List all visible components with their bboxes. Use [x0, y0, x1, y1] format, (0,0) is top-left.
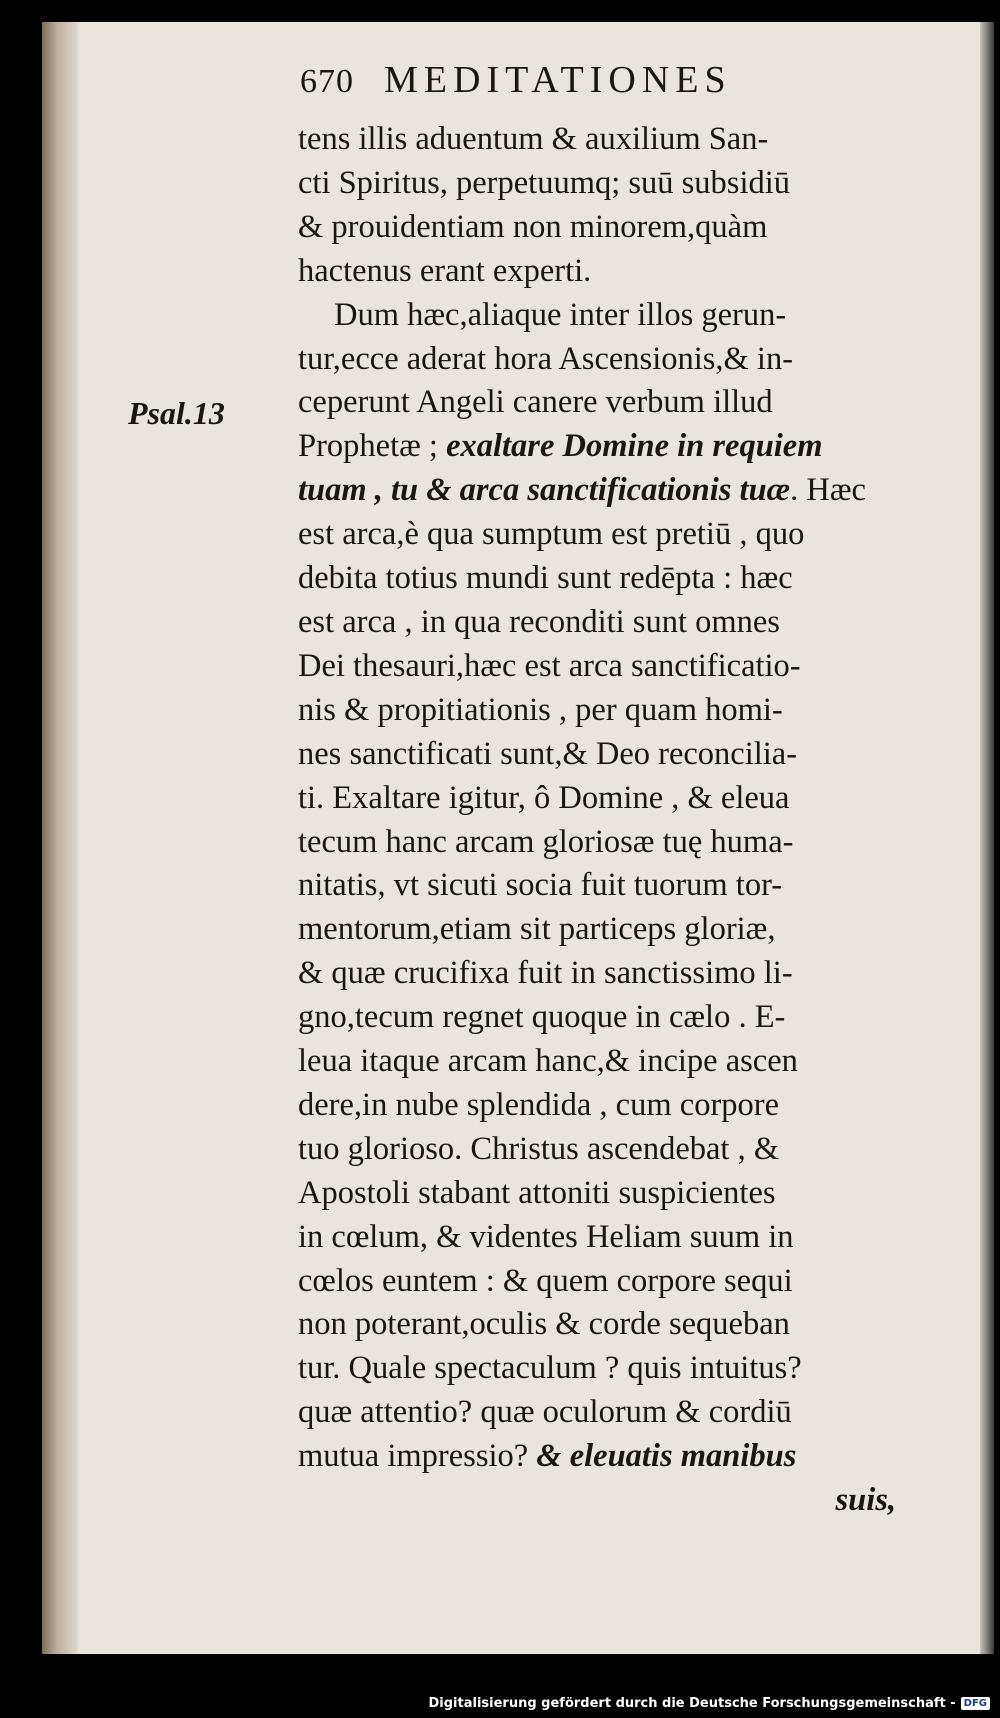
text-line: debita totius mundi sunt redēpta : hæc — [298, 560, 793, 597]
text-line: tens illis aduentum & auxilium San- — [298, 121, 769, 157]
digitization-credit — [429, 1696, 991, 1711]
quote-fragment: & eleuatis manibus — [536, 1438, 797, 1475]
text-line: Dum hæc,aliaque inter illos gerun- — [334, 296, 787, 333]
text-line: dere,in nube splendida , cum corpore — [298, 1086, 780, 1123]
catchword: suis, — [835, 1482, 896, 1519]
page-edge-shadow — [980, 22, 994, 1654]
margin-note: Psal.13 — [128, 395, 225, 431]
text-line: cœlos euntem : & quem corpore sequi — [298, 1262, 793, 1299]
text-line: non poterant,oculis & corde sequeban — [298, 1306, 790, 1343]
text-line: mentorum,etiam sit particeps gloriæ, — [298, 911, 776, 948]
text-line: tuo glorioso. Christus ascendebat , & — [298, 1130, 780, 1167]
text-line: tur. Quale spectaculum ? quis intuitus? — [298, 1350, 802, 1387]
text-line: nis & propitiationis , per quam homi- — [298, 691, 783, 728]
text-line: leua itaque arcam hanc,& incipe ascen — [298, 1043, 798, 1080]
text-line: & quæ crucifixa fuit in sanctissimo li- — [298, 955, 793, 992]
dfg-logo: DFG — [961, 1697, 990, 1710]
credit-text: Digitalisierung gefördert durch die Deutsche Forschungsgemeinschaft - — [428, 1696, 956, 1711]
text-line: est arca,è qua sumptum est pretiū , quo — [298, 516, 805, 553]
text-line-with-quote — [298, 1435, 896, 1479]
text-line: & prouidentiam non minorem,quàm — [298, 208, 768, 245]
text-line: ti. Exaltare igitur, ô Domine , & eleua — [298, 779, 790, 816]
text-line: nitatis, vt sicuti socia fuit tuorum tor- — [298, 867, 783, 904]
text-line: ceperunt Angeli canere verbum illud — [298, 384, 773, 421]
body-text — [298, 118, 896, 1523]
text-line: Apostoli stabant attoniti suspicientes — [298, 1174, 776, 1211]
text-line: hactenus erant experti. — [298, 252, 592, 289]
text-line: gno,tecum regnet quoque in cælo . E- — [298, 999, 786, 1036]
text-fragment: Prophetæ ; — [298, 428, 438, 465]
text-line: Dei thesauri,hæc est arca sanctificatio- — [298, 647, 801, 684]
text-line: quæ attentio? quæ oculorum & cordiū — [298, 1394, 792, 1431]
running-head: MEDITATIONES — [384, 59, 732, 101]
text-line: cti Spiritus, perpetuumq; suū subsidiū — [298, 164, 791, 201]
page-header — [300, 58, 920, 118]
text-line: in cœlum, & videntes Heliam suum in — [298, 1218, 794, 1255]
text-line: tecum hanc arcam gloriosæ tuę huma- — [298, 823, 794, 860]
page-gutter-shadow — [42, 22, 78, 1654]
text-fragment: . Hæc — [790, 472, 866, 509]
text-fragment: mutua impressio? — [298, 1438, 529, 1475]
text-line: tur,ecce aderat hora Ascensionis,& in- — [298, 340, 794, 377]
page-number: 670 — [300, 63, 354, 100]
quote-fragment: exaltare Domine in requiem — [446, 428, 823, 465]
quote-fragment: tuam , tu & arca sanctificationis tuæ — [298, 472, 791, 509]
text-line: est arca , in qua reconditi sunt omnes — [298, 603, 780, 640]
text-line: nes sanctificati sunt,& Deo reconcilia- — [298, 735, 798, 772]
text-line-with-quote — [298, 469, 896, 513]
text-line-with-quote — [298, 425, 896, 469]
